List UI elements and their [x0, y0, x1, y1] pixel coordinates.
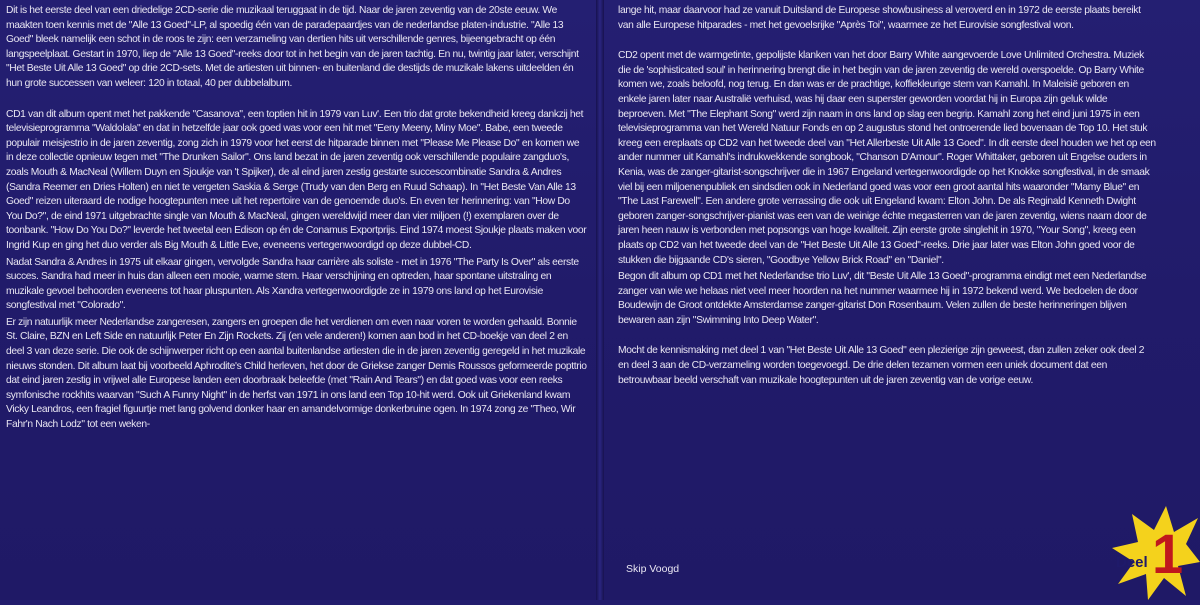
- continuation-paragraph: lange hit, maar daarvoor had ze vanuit Duitsland de Europese showbusiness al veroverd en in 1972 de eerste plaats bereikt van alle Europese hitparades - met het gevoelsrijke "Après Toi", waarmee ze het Eurovisie songfestival won.: [618, 5, 1141, 31]
- artists-paragraph: Er zijn natuurlijk meer Nederlandse zangeresen, zangers en groepen die het verdienen om even naar voren te worden gehaald. Bonnie St. Claire, BZN en Left Side en natuurlijk Peter En Zijn Rockets. Zij (en vele anderen!) komen aan bod in het CD-boekje van deel 2 en deel 3 van deze serie. Die ook de schijnwerper richt op een aantal buitenlandse artiesten die in de jaren zeventig geregeld in het muzikale nieuws stonden. Dit album laat bij voorbeeld Aphrodite's Child herleven, het door de Griekse zanger Demis Roussos geformeerde popttrio dat eind jaren zestig in vrijwel alle Europese landen een doorbraak beleefde (met "Rain And Tears") en dat goed was voor een reeks symfonische rockhits waarvan "Such A Funny Night" in de herfst van 1971 in ons land een Top 10-hit werd. Ook uit Griekenland kwam Vicky Leandros, een fragiel figuurtje met lang golvend donker haar en amandelvormige donkerbruine ogen. In 1974 zong ze "Theo, Wir Fahr'n Nach Lodz" tot een weken-: [6, 316, 587, 431]
- cd2-paragraph: CD2 opent met de warmgetinte, gepolijste klanken van het door Barry White aangevoerde Love Unlimited Orchestra. Muziek die de 'sophisticated soul' in herinnering brengt die in het begin van de jaren zeventig de wereld overspoelde. Op Barry White komen we, zoals beloofd, nog terug. En dan was er de prachtige, koffiekleurige stem van Kamahl. In Maleisië geboren en enkele jaren later naar Australië verhuisd, was hij daar een superster geworden voordat hij in Europa zijn geluk wilde beproeven. Met "The Elephant Song" werd zijn naam in ons land op slag een begrip. Kamahl zong het eind juni 1975 in een televisieprogramma van het Wereld Natuur Fonds en op 2 augustus stond het ontroerende lied bovenaan de Top 10. Het stuk kreeg een ereplaats op CD2 van het tweede deel van "Het Allerbeste Uit Alle 13 Goed". In dit eerste deel houden we het op een ander nummer uit Kamahl's indrukwekkende songbook, "Chanson D'Amour". Roger Whittaker, geboren uit Engelse ouders in Kenia, was de zanger-gitarist-songschrijver die in 1967 Engeland vertegenwoordigde op het Knokke songfestival, in de smaak viel bij een miljoenenpubliek en sindsdien ook in Nederland goed was voor een groot aantal hits waaronder "Mamy Blue" en "The Last Farewell". Een andere grote verrassing die ook uit Engeland kwam: Elton John. De als Reginald Kenneth Dwight geboren zanger-songschrijver-pianist was een van de weinige échte megasterren van de jaren zeventig, wiens naam door de jaren heen nauw is verbonden met popsongs van hoge kwaliteit. Zijn eerste grote singlehit in 1970, "Your Song", kreeg een plaats op CD2 van het tweede deel van de "Het Beste Uit Alle 13 Goed"-reeks. Drie jaar later was Elton John goed voor de stukken die bijgaande CD's sieren, "Goodbye Yellow Brick Road" en "Daniel".: [618, 50, 1156, 266]
- outro-paragraph: Mocht de kennismaking met deel 1 van "Het Beste Uit Alle 13 Goed" een plezierige zijn geweest, dan zullen zeker ook deel 2 en deel 3 aan de CD-verzameling worden toegevoegd. De drie delen tezamen vormen een uniek document dat een betrouwbaar beeld verschaft van muzikale hoogtepunten uit de jaren zeventig van de vorige eeuw.: [618, 345, 1145, 386]
- closing-cd1-paragraph: Begon dit album op CD1 met het Nederlandse trio Luv', dit "Beste Uit Alle 13 Goed"-programma eindigt met een Nederlandse zanger van wie we helaas niet veel meer hoorden na het nummer waarmee hij in 1972 bekend werd. We bedoelen de door Boudewijn de Groot ontdekte Amsterdamse zanger-gitarist Don Rosenbaum. Velen zullen de beste herinneringen blijven bewaren aan zijn "Swimming Into Deep Water".: [618, 271, 1147, 326]
- deel-number: 1: [1152, 522, 1184, 585]
- cd1-paragraph: CD1 van dit album opent met het pakkende "Casanova", een toptien hit in 1979 van Luv'. Een trio dat grote bekendheid kreeg dankzij het televisieprogramma "Waldolala" en dat in hetzelfde jaar ook goed was voor een hit met "Eeny Meeny, Miny Moe". Babe, een tweede populair meisjestrio in de jaren zeventig, zong zich in 1979 voor het eerst de hitparade binnen met "Please Me Please Do" en komen we in deze collectie opnieuw tegen met "The Drunken Sailor". Ons land bezat in de jaren zeventig ook verschillende populaire zangduo's, zoals Mouth & MacNeal (Willem Duyn en Sjoukje van 't Spijker), de al eind jaren zestig gestarte succescombinatie Sandra & Andres (Sandra Reemer en Dries Holten) en niet te vergeten Saskia & Serge (Trudy van den Berg en Ruud Schaap). In "Het Beste Van Alle 13 Goed" reizen uiteraard de nodige hoogtepunten mee uit het repertoire van de genoemde duo's. En even ter herinnering: van "How Do You Do?", de eind 1971 uitgebrachte single van Mouth & MacNeal, gingen wereldwijd meer dan vier miljoen (!) exemplaren over de toonbank. "How Do You Do?" leverde het tweetal een Edison op én de Conamus Exportprijs. Eind 1974 moest Sjoukje plaats maken voor Ingrid Kup en ging het duo verder als Big Mouth & Little Eve, eveneens vertegenwoordigd op deze dubbel-CD.: [6, 108, 587, 251]
- intro-paragraph: Dit is het eerste deel van een driedelige 2CD-serie die muzikaal teruggaat in de tijd. Naar de jaren zeventig van de 20ste eeuw. We maakten toen kennis met de "Alle 13 Goed"-LP, al spoedig één van de paradepaardjes van de nederlandse platen-industrie. "Alle 13 Goed" bleek namelijk een schot in de roos te zijn: een verzameling van dertien hits uit verschillende genres, bijeengebracht op één langspeelplaat. Gestart in 1970, liep de "Alle 13 Goed"-reeks door tot in het begin van de jaren tachtig. En nu, twintig jaar later, verschijnt "Het Beste Uit Alle 13 Goed" op drie 2CD-sets. Met de artiesten uit binnen- en buitenland die destijds de muzikale lakens uitdeelden én hun grote successen van weleer: 120 in totaal, 40 per dubbelalbum.: [6, 5, 579, 89]
- author-signature: Skip Voogd: [626, 563, 680, 575]
- deel-label: Deel: [1116, 554, 1148, 571]
- booklet-spine: [596, 0, 604, 600]
- left-page: [0, 0, 596, 600]
- deel-badge: [1108, 504, 1200, 600]
- sandra-paragraph: Nadat Sandra & Andres in 1975 uit elkaar gingen, vervolgde Sandra haar carrière als soliste - met in 1976 "The Party Is Over" als eerste succes. Sandra had meer in huis dan alleen een mooie, warme stem. Haar verschijning en optreden, haar spontane uitstraling en muzikale gevoel behoorden eveneens tot haar pluspunten. Als Xandra vertegenwoordigde ze in 1979 ons land op het Eurovisie songfestival met "Colorado".: [6, 256, 579, 312]
